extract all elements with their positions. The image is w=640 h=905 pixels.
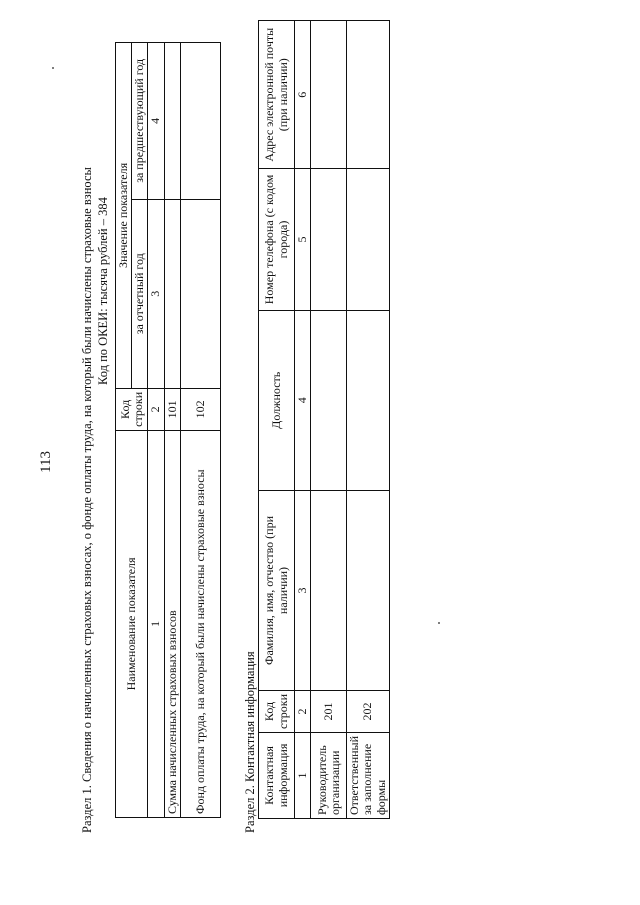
- col-number: 3: [295, 491, 311, 691]
- value-previous: [180, 43, 220, 200]
- cell-phone: [347, 169, 390, 310]
- value-reporting: [180, 199, 220, 388]
- row-code: 201: [311, 690, 347, 732]
- cell-email: [347, 21, 390, 169]
- section2-table: [258, 20, 390, 819]
- col-number: 2: [148, 388, 164, 430]
- col-number: 3: [148, 199, 164, 388]
- table-row: [311, 21, 347, 819]
- header-email: Адрес электронной почты (при наличии): [259, 21, 295, 169]
- cell-position: [347, 310, 390, 491]
- col-number: 6: [295, 21, 311, 169]
- okei-code: Код по ОКЕИ: тысяча рублей – 384: [96, 197, 110, 385]
- row-code: 202: [347, 690, 390, 732]
- value-reporting: [164, 199, 180, 388]
- header-position: Должность: [259, 310, 295, 491]
- header-reporting-year: за отчетный год: [132, 199, 148, 388]
- cell-fio: [347, 491, 390, 691]
- header-code: Код строки: [259, 690, 295, 732]
- cell-email: [311, 21, 347, 169]
- header-code: Код строки: [116, 388, 148, 430]
- col-number: 4: [295, 310, 311, 491]
- table-row: [164, 43, 180, 818]
- value-previous: [164, 43, 180, 200]
- page-number: 113: [38, 451, 54, 473]
- row-code: 101: [164, 388, 180, 430]
- cell-position: [311, 310, 347, 491]
- scan-speck: [438, 622, 440, 624]
- header-fio: Фамилия, имя, отчество (при наличии): [259, 491, 295, 691]
- cell-phone: [311, 169, 347, 310]
- col-number: 1: [295, 732, 311, 818]
- col-number: 1: [148, 430, 164, 817]
- scan-speck: [52, 67, 54, 69]
- header-previous-year: за предшествующий год: [132, 43, 148, 200]
- header-phone: Номер телефона (с кодом города): [259, 169, 295, 310]
- row-label: Руководитель организации: [311, 732, 347, 818]
- header-value-group: Значение показателя: [116, 43, 132, 389]
- table-row: [347, 21, 390, 819]
- table-row: [180, 43, 220, 818]
- section1-title: Раздел 1. Сведения о начисленных страховых взносах, о фонде оплаты труда, на который были начислены страховые взносы: [80, 167, 94, 833]
- col-number: 4: [148, 43, 164, 200]
- col-number: 2: [295, 690, 311, 732]
- section1-table: [115, 42, 221, 818]
- col-number: 5: [295, 169, 311, 310]
- cell-fio: [311, 491, 347, 691]
- row-label: Ответственный за заполнение формы: [347, 732, 390, 818]
- header-name: Наименование показателя: [116, 430, 148, 817]
- row-name: Сумма начисленных страховых взносов: [164, 430, 180, 817]
- row-code: 102: [180, 388, 220, 430]
- section2-title: Раздел 2. Контактная информация: [243, 651, 257, 833]
- header-contact-info: Контактная информация: [259, 732, 295, 818]
- row-name: Фонд оплаты труда, на который были начислены страховые взносы: [180, 430, 220, 817]
